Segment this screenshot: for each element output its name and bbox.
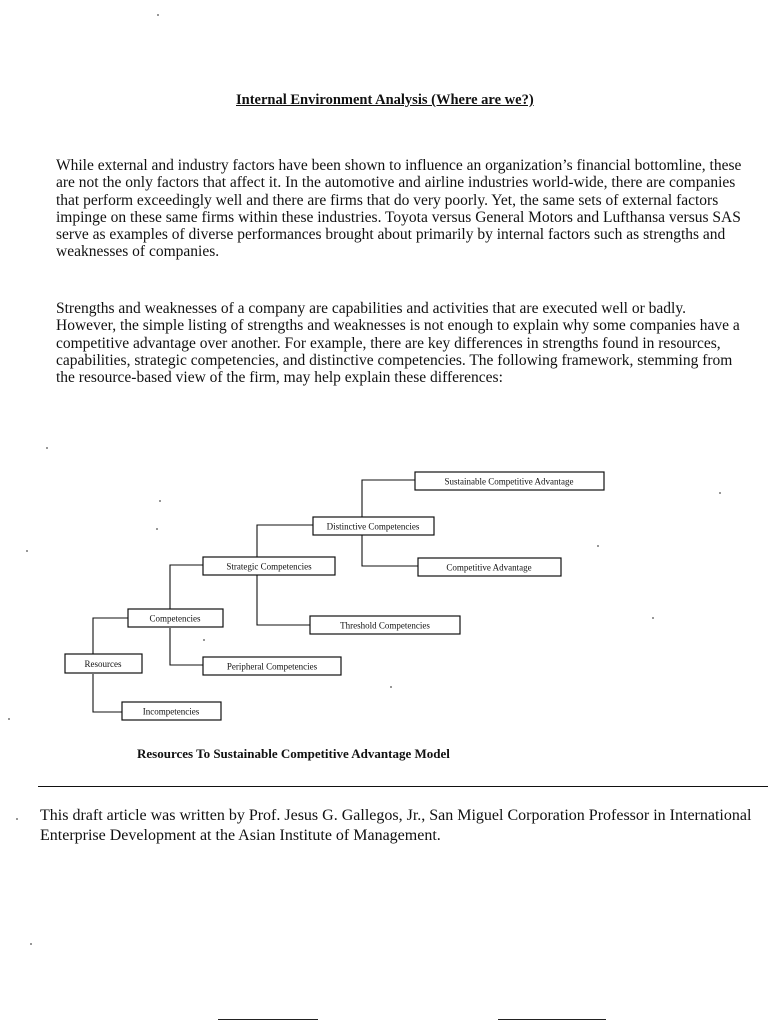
node-label-competencies: Competencies (149, 613, 201, 624)
author-footnote: This draft article was written by Prof. Jesus G. Gallegos, Jr., San Miguel Corporation Professor in International Enterprise Development at the Asian Institute of Management. (40, 807, 752, 844)
scan-speck (16, 818, 18, 820)
node-label-sustainable: Sustainable Competitive Advantage (444, 476, 574, 487)
node-label-peripheral: Peripheral Competencies (226, 661, 318, 672)
scan-speck (159, 500, 161, 502)
scan-speck (8, 718, 10, 720)
scan-speck (46, 447, 48, 449)
scan-speck (652, 617, 654, 619)
scan-speck (597, 545, 599, 547)
node-label-competitive: Competitive Advantage (446, 562, 532, 573)
footnote-divider (38, 786, 768, 787)
scan-speck (719, 492, 721, 494)
scan-speck (157, 14, 159, 16)
node-label-incompetencies: Incompetencies (142, 706, 200, 717)
connector-strategic-threshold (257, 574, 310, 625)
connector-competencies-strategic (170, 565, 203, 609)
node-label-distinctive: Distinctive Competencies (326, 521, 420, 532)
paragraph-intro: While external and industry factors have been shown to influence an organization’s financial bottomline, these are not the only factors that affect it. In the automotive and airline industries world-wide, there are companies that perform exceedingly well and there are firms that do very poorly. Yet, the same sets of external factors impinge on these same firms within these industries. Toyota versus General Motors and Lufthansa versus SAS serve as examples of diverse performances brought about primarily by internal factors such as strengths and weaknesses of companies. (56, 157, 742, 261)
connector-resources-competencies (93, 618, 128, 654)
scan-speck (390, 686, 392, 688)
bottom-scan-mark (218, 1019, 318, 1020)
page-title: Internal Environment Analysis (Where are we?) (236, 92, 534, 108)
scan-speck (156, 528, 158, 530)
bottom-scan-mark (498, 1019, 606, 1020)
scan-speck (26, 550, 28, 552)
node-label-strategic: Strategic Competencies (226, 561, 312, 572)
competency-framework-diagram (0, 460, 768, 740)
diagram-caption: Resources To Sustainable Competitive Advantage Model (137, 746, 450, 761)
node-label-threshold: Threshold Competencies (340, 620, 430, 631)
framework-svg (0, 460, 768, 740)
scan-speck (30, 943, 32, 945)
connector-distinctive-competitive (362, 534, 418, 566)
paragraph-strengths: Strengths and weaknesses of a company are capabilities and activities that are executed well or badly. However, the simple listing of strengths and weaknesses is not enough to explain why some companies have a competitive advantage over another. For example, there are key differences in strengths found in resources, capabilities, strategic competencies, and distinctive competencies. The following framework, stemming from the resource-based view of the firm, may help explain these differences: (56, 300, 740, 387)
scan-speck (203, 639, 205, 641)
node-label-resources: Resources (84, 659, 122, 669)
connector-competencies-peripheral (170, 628, 203, 665)
connector-distinctive-sustainable (362, 480, 415, 517)
connector-resources-incompetencies (93, 674, 122, 712)
connector-strategic-distinctive (257, 525, 313, 557)
